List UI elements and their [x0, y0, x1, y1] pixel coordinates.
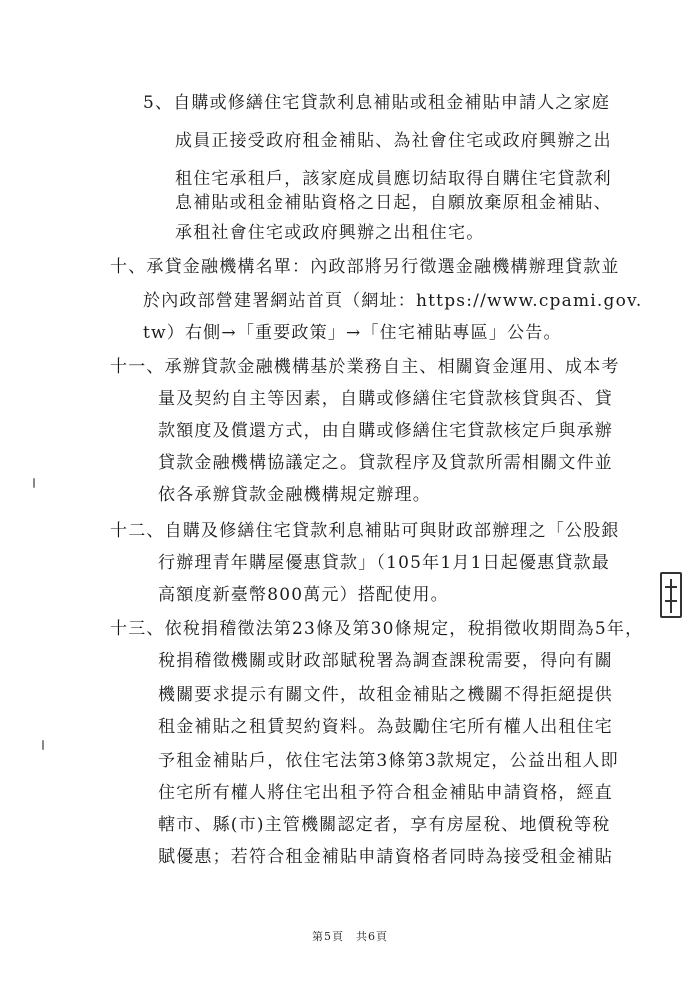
section-10-line-3: tw）右側→「重要政策」→「住宅補貼專區」公告。: [143, 323, 562, 343]
section-10-line-1: 十、承貸金融機構名單：內政部將另行徵選金融機構辦理貸款並: [110, 257, 620, 277]
section-11-line-3: 款額度及償還方式，由自購或修繕住宅貸款核定戶與承辦: [158, 421, 613, 441]
section-11-line-5: 依各承辦貸款金融機構規定辦理。: [158, 485, 431, 505]
section-13-line-4: 租金補貼之租賃契約資料。為鼓勵住宅所有權人出租住宅: [158, 717, 613, 737]
section-13-line-7: 轄市、縣(市)主管機關認定者，享有房屋稅、地價稅等稅: [158, 815, 611, 835]
section-13-line-3: 機關要求提示有關文件，故租金補貼之機關不得拒絕提供: [158, 685, 613, 705]
item-5-line-5: 承租社會住宅或政府興辦之出租住宅。: [175, 223, 485, 243]
section-12-line-3: 高額度新臺幣800萬元）搭配使用。: [158, 585, 449, 605]
section-13-line-1: 十三、依稅捐稽徵法第23條及第30條規定，稅捐徵收期間為5年，: [110, 619, 644, 639]
section-12-line-2: 行辦理青年購屋優惠貸款」（105年1月1日起優惠貸款最: [158, 553, 610, 573]
scan-mark: [42, 740, 44, 750]
section-12-line-1: 十二、自購及修繕住宅貸款利息補貼可與財政部辦理之「公股銀: [110, 521, 620, 541]
page-footer: 第5頁 共6頁: [312, 930, 388, 943]
item-5-line-4: 息補貼或租金補貼資格之日起，自願放棄原租金補貼、: [175, 193, 612, 213]
section-10-line-2: 於內政部營建署網站首頁（網址：https://www.cpami.gov.: [143, 291, 643, 311]
section-13-line-2: 稅捐稽徵機關或財政部賦稅署為調查課稅需要，得向有關: [158, 651, 613, 671]
section-13-line-8: 賦優惠；若符合租金補貼申請資格者同時為接受租金補貼: [158, 847, 613, 867]
section-11-line-1: 十一、承辦貸款金融機構基於業務自主、相關資金運用、成本考: [110, 357, 620, 377]
scan-mark: [33, 478, 35, 488]
section-13-line-6: 住宅所有權人將住宅出租予符合租金補貼申請資格，經直: [158, 783, 613, 803]
section-11-line-2: 量及契約自主等因素，自購或修繕住宅貸款核貸與否、貸: [158, 389, 613, 409]
item-5-line-3: 租住宅承租戶，該家庭成員應切結取得自購住宅貸款利: [175, 169, 612, 189]
section-11-line-4: 貸款金融機構協議定之。貸款程序及貸款所需相關文件並: [158, 453, 613, 473]
item-5-line-2: 成員正接受政府租金補貼、為社會住宅或政府興辦之出: [175, 131, 612, 151]
item-5-line-1: 5、自購或修繕住宅貸款利息補貼或租金補貼申請人之家庭: [143, 93, 611, 113]
section-13-line-5: 予租金補貼戶，依住宅法第3條第3款規定，公益出租人即: [158, 751, 619, 771]
seal-stamp: [660, 572, 682, 618]
